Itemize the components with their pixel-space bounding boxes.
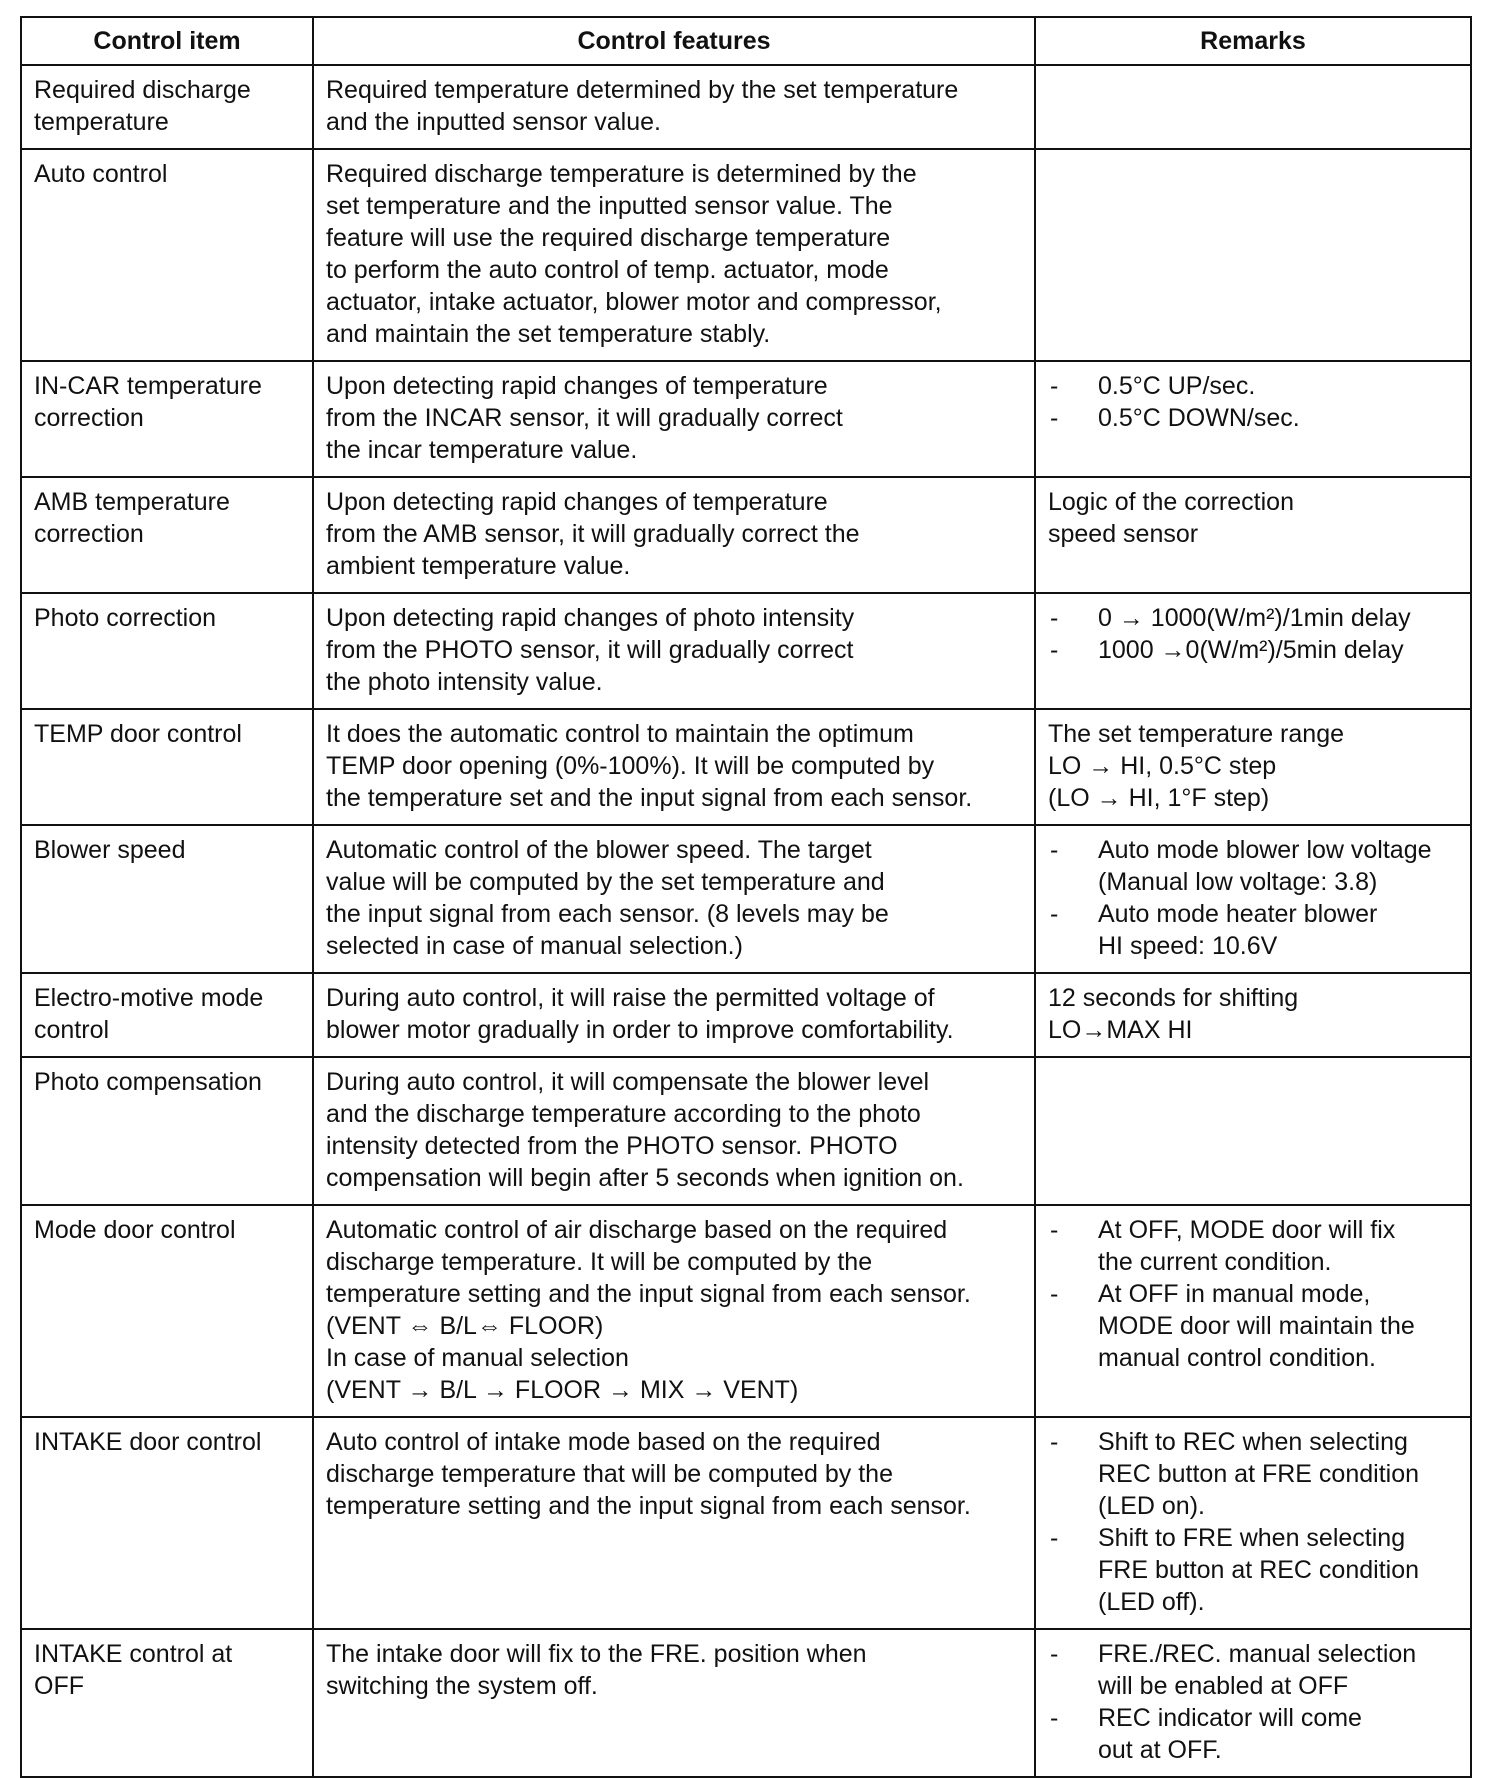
table-row: [21, 593, 1471, 709]
control-item-cell: [21, 825, 313, 973]
remark-text: LO → HI, 0.5°C step: [1048, 752, 1277, 780]
bullet-dash: -: [1050, 604, 1059, 632]
control-features-text: temperature setting and the input signal from each sensor.: [326, 1280, 971, 1308]
remark-item: [1048, 402, 1459, 434]
remarks-list: [1048, 834, 1459, 962]
control-features-text: Required discharge temperature is determined by the: [326, 160, 917, 188]
remark-text: MODE door will maintain the: [1098, 1312, 1415, 1340]
control-features-text: (VENT ⇔ B/L⇔ FLOOR): [326, 1312, 604, 1340]
remark-text: out at OFF.: [1098, 1736, 1222, 1764]
control-features-text: During auto control, it will compensate the blower level: [326, 1068, 930, 1096]
remark-text: the current condition.: [1098, 1248, 1332, 1276]
control-features-text: discharge temperature. It will be computed by the: [326, 1248, 873, 1276]
remarks-cell: [1035, 973, 1471, 1057]
remark-text: At OFF, MODE door will fix: [1098, 1216, 1396, 1244]
table-row: [21, 973, 1471, 1057]
remark-text: Auto mode heater blower: [1098, 900, 1378, 928]
control-item-text: TEMP door control: [34, 720, 242, 748]
remarks-cell: [1035, 1205, 1471, 1417]
bullet-dash: -: [1050, 1428, 1059, 1456]
remark-text: 12 seconds for shifting: [1048, 984, 1299, 1012]
header-control-features: Control features: [313, 17, 1035, 65]
control-features-text: In case of manual selection: [326, 1344, 629, 1372]
control-item-cell: [21, 1629, 313, 1777]
control-spec-table: [20, 16, 1472, 1778]
remarks-list: [1048, 370, 1459, 434]
control-features-text: from the PHOTO sensor, it will gradually correct: [326, 636, 854, 664]
remark-item: [1048, 602, 1459, 634]
control-features-text: intensity detected from the PHOTO sensor. PHOTO: [326, 1132, 898, 1160]
remark-text: REC button at FRE condition: [1098, 1460, 1419, 1488]
control-features-cell: [313, 149, 1035, 361]
control-features-text: Upon detecting rapid changes of temperature: [326, 488, 828, 516]
table-row: [21, 1205, 1471, 1417]
control-item-text: IN-CAR temperature: [34, 372, 262, 400]
control-item-text: Auto control: [34, 160, 168, 188]
remark-item: [1048, 1702, 1459, 1766]
control-features-text: Automatic control of the blower speed. The target: [326, 836, 872, 864]
remark-text: LO→MAX HI: [1048, 1016, 1193, 1044]
control-item-text: Electro-motive mode: [34, 984, 264, 1012]
control-features-cell: [313, 1629, 1035, 1777]
table-row: [21, 1057, 1471, 1205]
control-features-text: The intake door will fix to the FRE. position when: [326, 1640, 867, 1668]
remarks-cell: [1035, 149, 1471, 361]
control-features-text: temperature setting and the input signal from each sensor.: [326, 1492, 971, 1520]
remarks-cell: [1035, 709, 1471, 825]
control-item-cell: [21, 477, 313, 593]
remarks-cell: [1035, 1417, 1471, 1629]
table-row: [21, 1417, 1471, 1629]
control-features-cell: [313, 593, 1035, 709]
control-features-text: blower motor gradually in order to improve comfortability.: [326, 1016, 954, 1044]
control-item-cell: [21, 709, 313, 825]
header-row: [21, 17, 1471, 65]
control-features-text: and the inputted sensor value.: [326, 108, 661, 136]
control-features-text: Upon detecting rapid changes of temperature: [326, 372, 828, 400]
control-item-text: AMB temperature: [34, 488, 230, 516]
control-item-cell: [21, 973, 313, 1057]
control-features-cell: [313, 477, 1035, 593]
bullet-dash: -: [1050, 1524, 1059, 1552]
control-spec-sheet: [20, 16, 1470, 1778]
control-item-cell: [21, 65, 313, 149]
bullet-dash: -: [1050, 900, 1059, 928]
control-features-text: During auto control, it will raise the permitted voltage of: [326, 984, 935, 1012]
remarks-cell: [1035, 65, 1471, 149]
table-body: [21, 65, 1471, 1777]
remark-text: 0.5°C UP/sec.: [1098, 372, 1256, 400]
control-features-text: Required temperature determined by the set temperature: [326, 76, 959, 104]
control-features-text: the photo intensity value.: [326, 668, 603, 696]
control-item-text: temperature: [34, 108, 169, 136]
control-features-text: (VENT → B/L → FLOOR → MIX → VENT): [326, 1376, 799, 1404]
control-item-cell: [21, 1057, 313, 1205]
control-features-text: value will be computed by the set temperature and: [326, 868, 885, 896]
remark-text: Shift to FRE when selecting: [1098, 1524, 1406, 1552]
remark-item: [1048, 370, 1459, 402]
control-features-text: the temperature set and the input signal from each sensor.: [326, 784, 973, 812]
control-item-text: INTAKE control at: [34, 1640, 233, 1668]
control-features-text: from the INCAR sensor, it will gradually correct: [326, 404, 843, 432]
remark-text: speed sensor: [1048, 520, 1199, 548]
header-control-item: Control item: [21, 17, 313, 65]
remark-item: [1048, 1214, 1459, 1278]
control-features-cell: [313, 1417, 1035, 1629]
table-row: [21, 65, 1471, 149]
control-features-cell: [313, 1057, 1035, 1205]
control-features-text: from the AMB sensor, it will gradually correct the: [326, 520, 860, 548]
remark-text: Logic of the correction: [1048, 488, 1294, 516]
control-features-text: to perform the auto control of temp. actuator, mode: [326, 256, 889, 284]
remark-text: 0 → 1000(W/m²)/1min delay: [1098, 604, 1411, 632]
control-item-text: correction: [34, 520, 144, 548]
remark-text: FRE button at REC condition: [1098, 1556, 1419, 1584]
remark-text: Shift to REC when selecting: [1098, 1428, 1408, 1456]
table-row: [21, 149, 1471, 361]
bullet-dash: -: [1050, 1280, 1059, 1308]
control-features-text: It does the automatic control to maintain the optimum: [326, 720, 914, 748]
control-features-text: set temperature and the inputted sensor value. The: [326, 192, 893, 220]
control-features-text: switching the system off.: [326, 1672, 598, 1700]
remark-text: manual control condition.: [1098, 1344, 1376, 1372]
control-item-cell: [21, 149, 313, 361]
remark-text: 1000 →0(W/m²)/5min delay: [1098, 636, 1404, 664]
bullet-dash: -: [1050, 404, 1059, 432]
table-row: [21, 825, 1471, 973]
remark-text: (Manual low voltage: 3.8): [1098, 868, 1378, 896]
table-row: [21, 709, 1471, 825]
remark-text: FRE./REC. manual selection: [1098, 1640, 1417, 1668]
control-item-cell: [21, 1205, 313, 1417]
remarks-cell: [1035, 1057, 1471, 1205]
control-features-text: the incar temperature value.: [326, 436, 638, 464]
remark-text: will be enabled at OFF: [1098, 1672, 1349, 1700]
control-features-text: Upon detecting rapid changes of photo intensity: [326, 604, 855, 632]
remarks-cell: [1035, 1629, 1471, 1777]
control-item-text: OFF: [34, 1672, 84, 1700]
control-features-cell: [313, 973, 1035, 1057]
remark-text: At OFF in manual mode,: [1098, 1280, 1371, 1308]
remark-text: REC indicator will come: [1098, 1704, 1362, 1732]
control-item-text: Mode door control: [34, 1216, 236, 1244]
control-item-cell: [21, 361, 313, 477]
control-features-text: Auto control of intake mode based on the required: [326, 1428, 881, 1456]
remarks-list: [1048, 1426, 1459, 1618]
control-features-text: Automatic control of air discharge based on the required: [326, 1216, 948, 1244]
control-features-text: selected in case of manual selection.): [326, 932, 743, 960]
control-item-text: correction: [34, 404, 144, 432]
remarks-list: [1048, 1214, 1459, 1374]
remark-item: [1048, 1278, 1459, 1374]
bullet-dash: -: [1050, 836, 1059, 864]
remark-item: [1048, 834, 1459, 898]
remark-text: HI speed: 10.6V: [1098, 932, 1278, 960]
table-row: [21, 477, 1471, 593]
remark-item: [1048, 634, 1459, 666]
control-features-cell: [313, 825, 1035, 973]
remark-item: [1048, 1638, 1459, 1702]
control-features-text: compensation will begin after 5 seconds when ignition on.: [326, 1164, 964, 1192]
bullet-dash: -: [1050, 636, 1059, 664]
control-item-text: control: [34, 1016, 110, 1044]
control-item-text: Blower speed: [34, 836, 186, 864]
remark-item: [1048, 1426, 1459, 1522]
remarks-list: [1048, 1638, 1459, 1766]
control-features-text: actuator, intake actuator, blower motor and compressor,: [326, 288, 942, 316]
table-row: [21, 361, 1471, 477]
remarks-cell: [1035, 825, 1471, 973]
bullet-dash: -: [1050, 1704, 1059, 1732]
remark-text: Auto mode blower low voltage: [1098, 836, 1432, 864]
header-remarks: Remarks: [1035, 17, 1471, 65]
control-item-text: INTAKE door control: [34, 1428, 262, 1456]
control-features-cell: [313, 1205, 1035, 1417]
remark-text: (LED on).: [1098, 1492, 1205, 1520]
bullet-dash: -: [1050, 372, 1059, 400]
control-item-text: Photo compensation: [34, 1068, 262, 1096]
control-features-cell: [313, 361, 1035, 477]
remark-item: [1048, 898, 1459, 962]
control-features-cell: [313, 709, 1035, 825]
remarks-cell: [1035, 593, 1471, 709]
control-features-text: the input signal from each sensor. (8 levels may be: [326, 900, 889, 928]
bullet-dash: -: [1050, 1216, 1059, 1244]
remarks-list: [1048, 602, 1459, 666]
remark-text: (LED off).: [1098, 1588, 1205, 1616]
control-features-text: and the discharge temperature according to the photo: [326, 1100, 921, 1128]
control-item-cell: [21, 593, 313, 709]
control-features-text: ambient temperature value.: [326, 552, 631, 580]
control-item-text: Photo correction: [34, 604, 217, 632]
control-features-cell: [313, 65, 1035, 149]
remark-item: [1048, 1522, 1459, 1618]
remarks-cell: [1035, 361, 1471, 477]
control-features-text: and maintain the set temperature stably.: [326, 320, 771, 348]
bullet-dash: -: [1050, 1640, 1059, 1668]
remarks-cell: [1035, 477, 1471, 593]
remark-text: The set temperature range: [1048, 720, 1344, 748]
table-row: [21, 1629, 1471, 1777]
remark-text: 0.5°C DOWN/sec.: [1098, 404, 1300, 432]
control-features-text: feature will use the required discharge temperature: [326, 224, 891, 252]
remark-text: (LO → HI, 1°F step): [1048, 784, 1270, 812]
control-features-text: discharge temperature that will be computed by the: [326, 1460, 893, 1488]
control-item-cell: [21, 1417, 313, 1629]
control-features-text: TEMP door opening (0%-100%). It will be computed by: [326, 752, 935, 780]
control-item-text: Required discharge: [34, 76, 251, 104]
